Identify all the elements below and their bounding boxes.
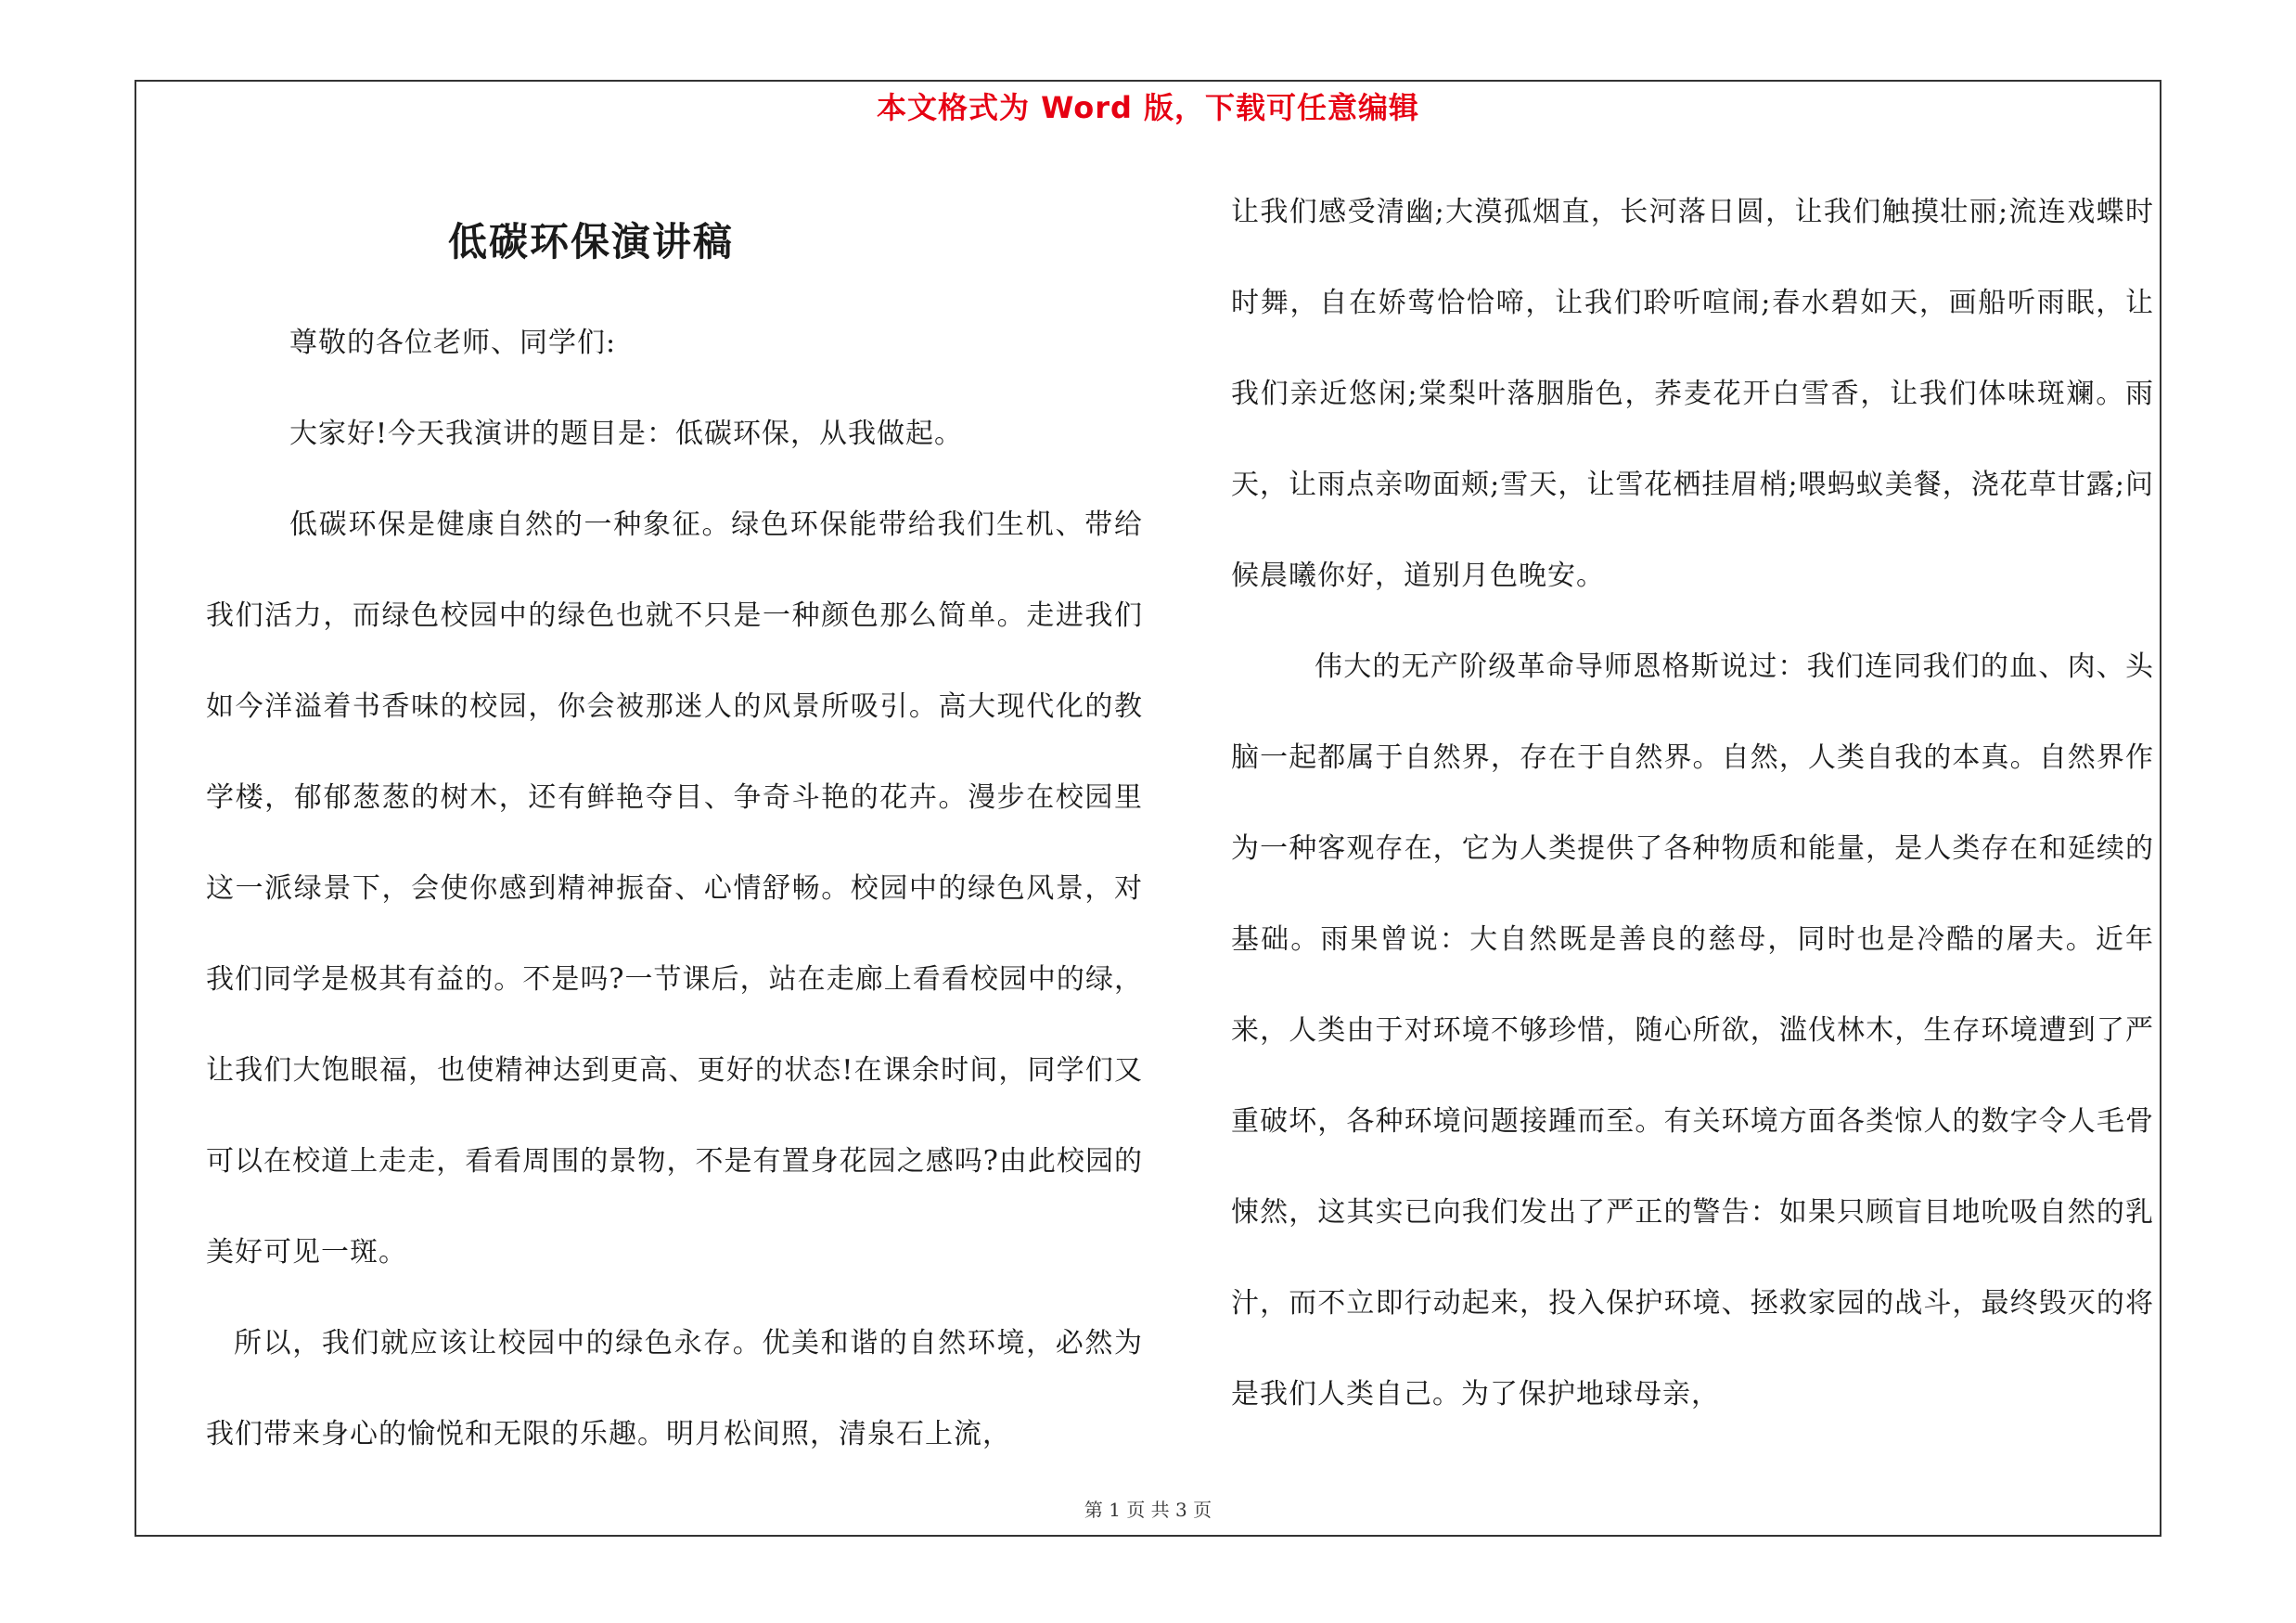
document-title: 低碳环保演讲稿	[447, 219, 734, 264]
paragraph-salutation: 尊敬的各位老师、同学们:	[289, 327, 617, 359]
left-column	[206, 181, 1143, 1480]
right-column	[1231, 167, 2154, 1440]
format-banner: 本文格式为 Word 版，下载可任意编辑	[876, 90, 1420, 125]
paragraph-nature-poetry: 让我们感受清幽;大漠孤烟直，长河落日圆，让我们触摸壮丽;流连戏蝶时时舞，自在娇莺恰恰啼，让我们聆听喧闹;春水碧如天，画船听雨眠，让我们亲近悠闲;棠梨叶落胭脂色，荞麦花开白雪香，让我们体味斑斓。雨天，让雨点亲吻面颊;雪天，让雪花栖挂眉梢;喂蚂蚁美餐，浇花草甘露;问候晨曦你好，道别月色晚安。	[1231, 196, 2154, 592]
paragraph-green-forever: 所以，我们就应该让校园中的绿色永存。优美和谐的自然环境，必然为我们带来身心的愉悦和无限的乐趣。明月松间照，清泉石上流，	[206, 1327, 1143, 1450]
page-number-footer: 第 1 页 共 3 页	[1084, 1499, 1212, 1521]
paragraph-greeting: 大家好!今天我演讲的题目是：低碳环保，从我做起。	[289, 418, 964, 450]
paragraph-engels-quote: 伟大的无产阶级革命导师恩格斯说过：我们连同我们的血、肉、头脑一起都属于自然界，存在于自然界。自然，人类自我的本真。自然界作为一种客观存在，它为人类提供了各种物质和能量，是人类存在和延续的基础。雨果曾说：大自然既是善良的慈母，同时也是冷酷的屠夫。近年来，人类由于对环境不够珍惜，随心所欲，滥伐林木，生存环境遭到了严重破坏，各种环境问题接踵而至。有关环境方面各类惊人的数字令人毛骨悚然，这其实已向我们发出了严正的警告：如果只顾盲目地吮吸自然的乳汁，而不立即行动起来，投入保护环境、拯救家园的战斗，最终毁灭的将是我们人类自己。为了保护地球母亲，	[1231, 650, 2154, 1410]
paragraph-campus-green: 低碳环保是健康自然的一种象征。绿色环保能带给我们生机、带给我们活力，而绿色校园中的绿色也就不只是一种颜色那么简单。走进我们如今洋溢着书香味的校园，你会被那迷人的风景所吸引。高大现代化的教学楼，郁郁葱葱的树木，还有鲜艳夺目、争奇斗艳的花卉。漫步在校园里这一派绿景下，会使你感到精神振奋、心情舒畅。校园中的绿色风景，对我们同学是极其有益的。不是吗?一节课后，站在走廊上看看校园中的绿，让我们大饱眼福，也使精神达到更高、更好的状态!在课余时间，同学们又可以在校道上走走，看看周围的景物，不是有置身花园之感吗?由此校园的美好可见一斑。	[206, 509, 1143, 1269]
